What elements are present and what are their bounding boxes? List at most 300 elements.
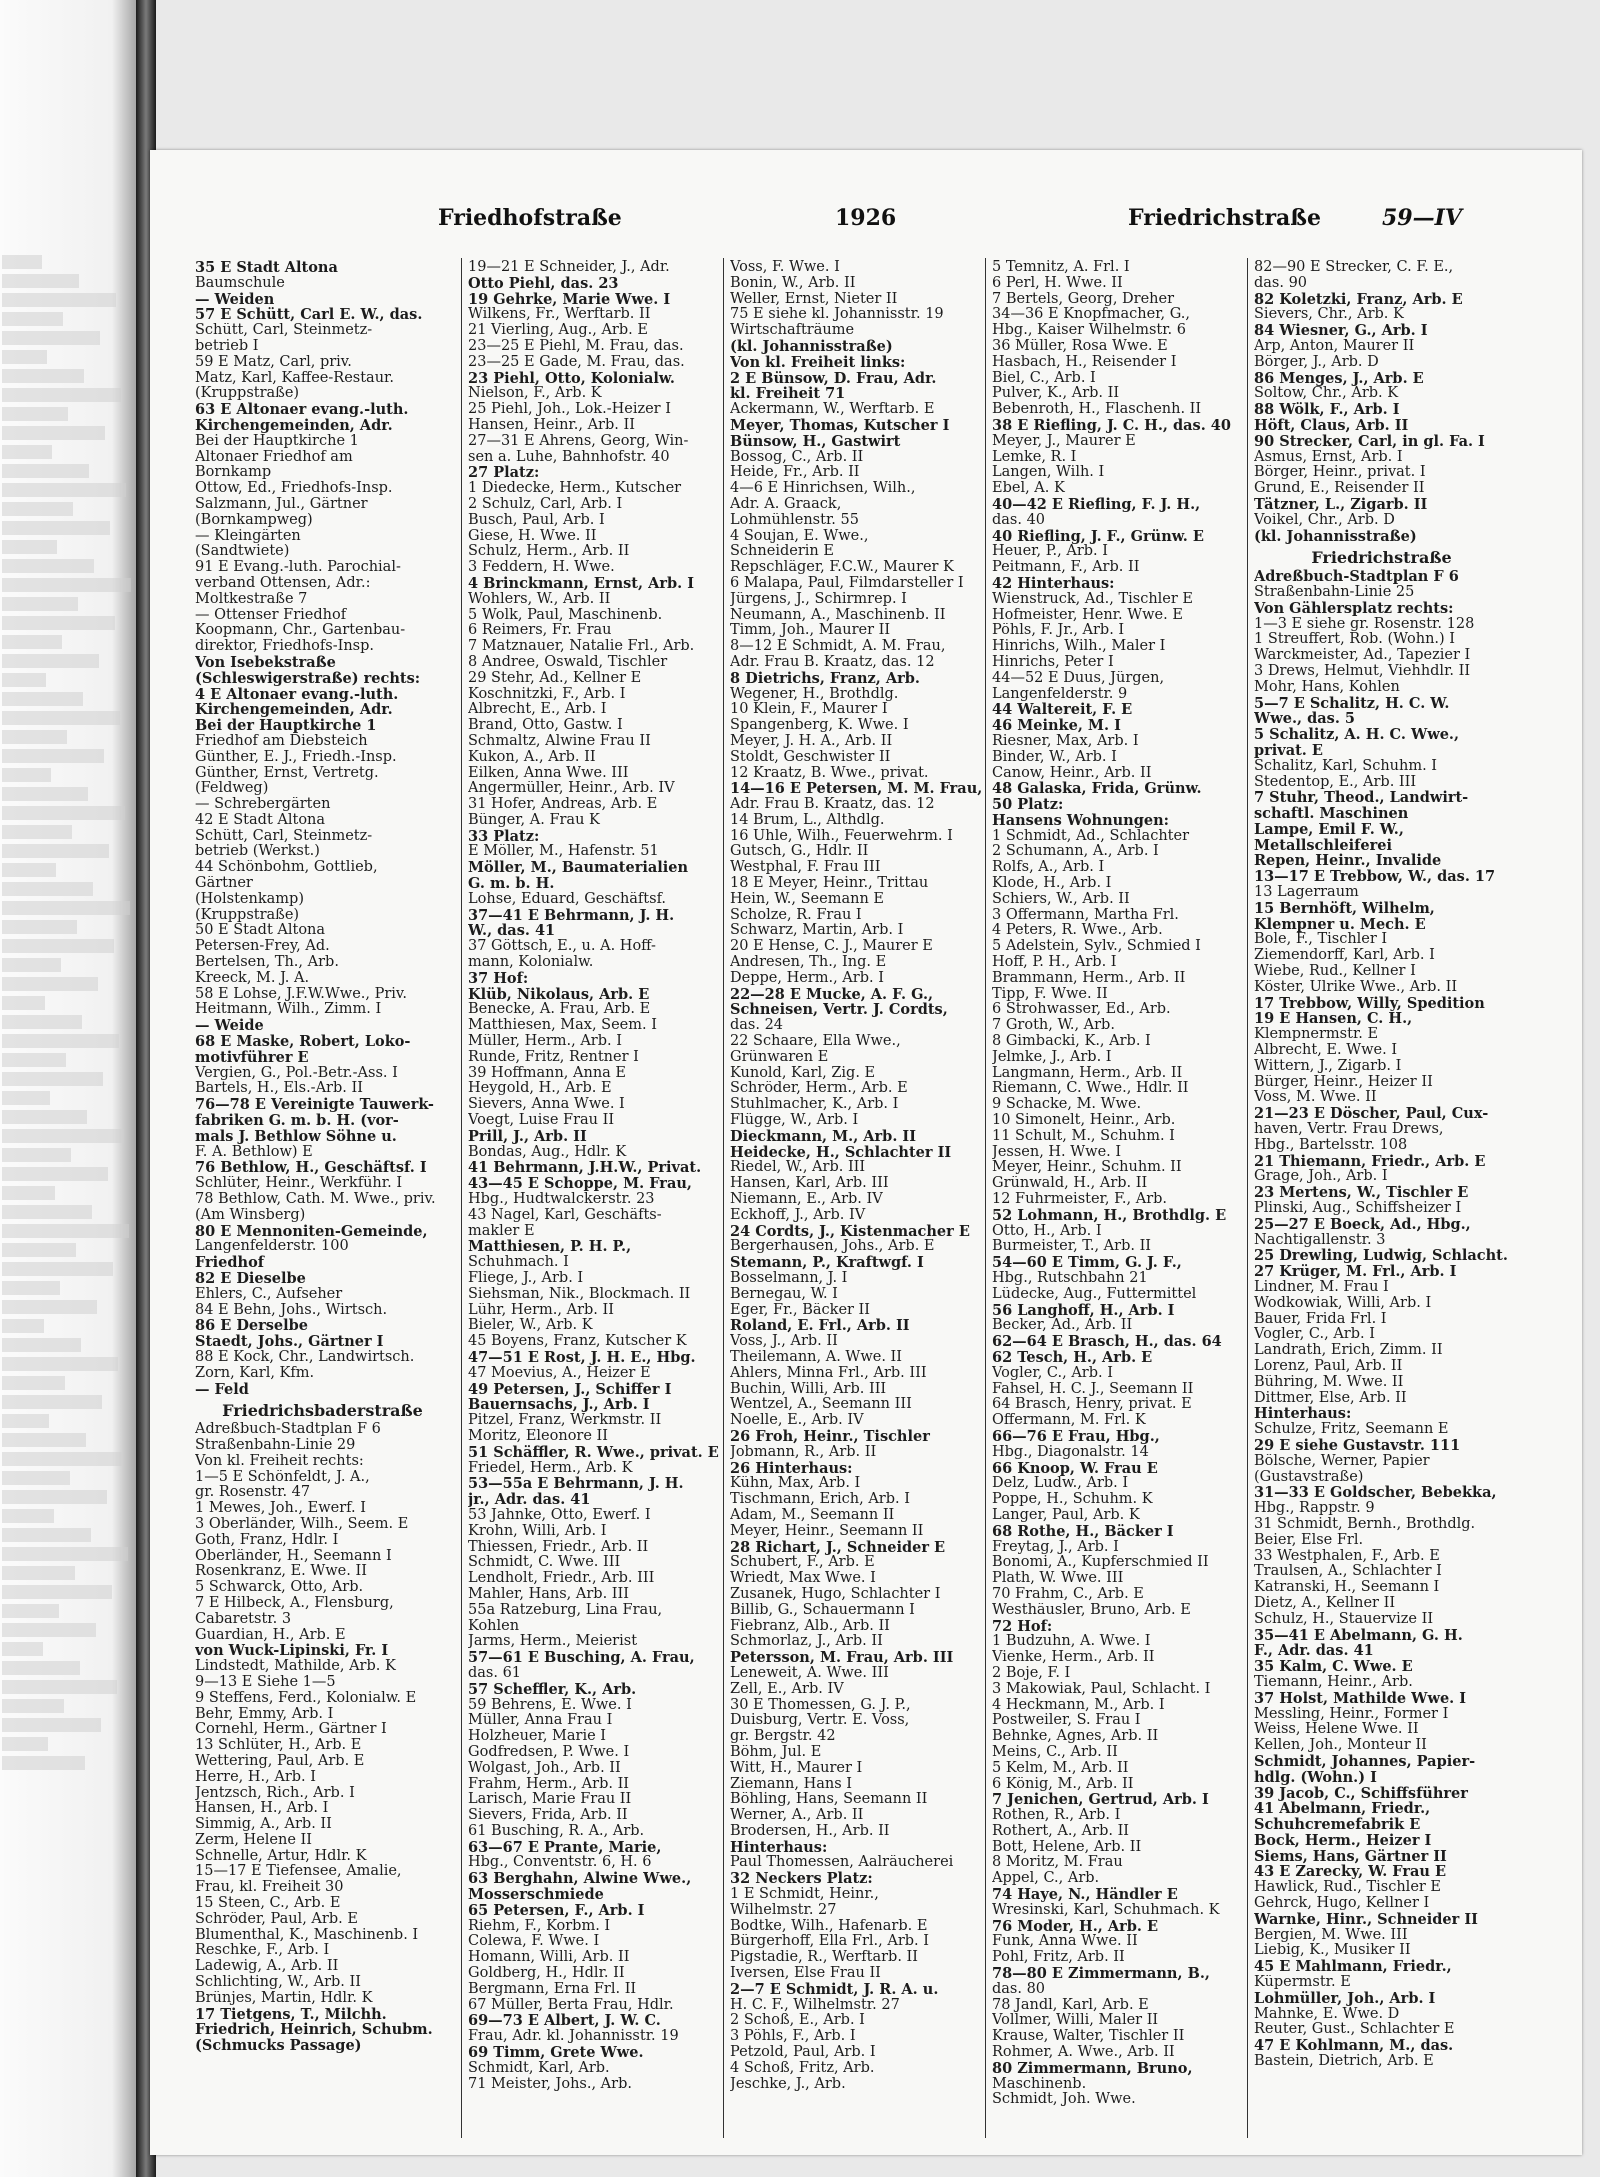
directory-entry: 46 Meinke, M. I <box>992 718 1121 734</box>
directory-entry: 86 E Derselbe <box>195 1318 309 1335</box>
directory-entry: das. 40 <box>992 512 1046 528</box>
directory-entry: — Ottenser Friedhof <box>195 607 347 623</box>
directory-entry: 11 Schult, M., Schuhm. I <box>992 1128 1175 1144</box>
directory-entry: Adr. Frau B. Kraatz, das. 12 <box>730 654 935 670</box>
facing-page-text-line <box>2 692 83 706</box>
directory-entry: 33 Platz: <box>468 828 540 845</box>
directory-entry: Mahler, Hans, Arb. III <box>468 1586 629 1602</box>
directory-entry: Gärtner <box>195 876 253 892</box>
directory-entry: Schröder, Herm., Arb. E <box>730 1081 908 1097</box>
directory-entry: H. C. F., Wilhelmstr. 27 <box>730 1997 900 2013</box>
directory-entry: Landrath, Erich, Zimm. II <box>1254 1343 1443 1359</box>
facing-page-text-line <box>2 1604 59 1618</box>
directory-entry: Schneiderin E <box>730 544 834 560</box>
directory-entry: Straßenbahn-Linie 25 <box>1254 584 1415 600</box>
directory-entry: 6 Strohwasser, Ed., Arb. <box>992 1002 1171 1018</box>
directory-entry: Lorenz, Paul, Arb. II <box>1254 1358 1403 1374</box>
directory-entry: 4 Soujan, E. Wwe., <box>730 528 869 544</box>
directory-entry: Bebenroth, H., Flaschenh. II <box>992 402 1202 418</box>
directory-entry: Gehrck, Hugo, Kellner I <box>1254 1896 1430 1912</box>
directory-entry: 67 Müller, Berta Frau, Hdlr. <box>468 1997 674 2013</box>
facing-page-text-line <box>2 958 61 972</box>
facing-page-text-line <box>2 1376 65 1390</box>
facing-page-text-line <box>2 388 121 402</box>
directory-entry: 5 Schalitz, A. H. C. Wwe., <box>1254 727 1460 743</box>
directory-entry: 13 Lagerraum <box>1254 885 1359 901</box>
directory-entry: Poppe, H., Schuhm. K <box>992 1492 1153 1508</box>
directory-entry: 5 Kelm, M., Arb. II <box>992 1760 1129 1776</box>
facing-page-text-line <box>2 1110 87 1124</box>
facing-page-text-line <box>2 1528 91 1542</box>
directory-entry: Reuter, Gust., Schlachter E <box>1254 2022 1455 2038</box>
directory-entry: 12 Kraatz, B. Wwe., privat. <box>730 765 929 781</box>
directory-entry: (Kruppstraße) <box>195 386 300 402</box>
directory-entry: Neumann, A., Maschinenb. II <box>730 607 946 623</box>
directory-entry: Kirchengemeinden, Adr. <box>195 702 393 719</box>
directory-entry: Von kl. Freiheit rechts: <box>195 1453 364 1469</box>
directory-entry: Stedentop, E., Arb. III <box>1254 774 1417 790</box>
directory-entry: Hbg., Diagonalstr. 14 <box>992 1444 1149 1460</box>
directory-entry: Ehlers, C., Aufseher <box>195 1286 343 1302</box>
directory-entry: 35 Kalm, C. Wwe. E <box>1254 1659 1413 1675</box>
directory-entry: Spangenberg, K. Wwe. I <box>730 718 909 734</box>
directory-entry: Lampe, Emil F. W., <box>1254 821 1404 838</box>
directory-entry: 1 Diedecke, Herm., Kutscher <box>468 481 682 497</box>
facing-page-text-line <box>2 1186 55 1200</box>
directory-entry: Soltow, Chr., Arb. K <box>1254 386 1399 402</box>
directory-entry: Wittern, J., Zigarb. I <box>1254 1058 1402 1074</box>
directory-entry: 41 Behrmann, J.H.W., Privat. <box>468 1160 702 1177</box>
directory-entry: Schmidt, Johannes, Papier- <box>1254 1753 1476 1770</box>
directory-entry: 8 Moritz, M. Frau <box>992 1855 1123 1871</box>
directory-entry: — Weide <box>195 1018 264 1035</box>
directory-entry: Katranski, H., Seemann I <box>1254 1580 1440 1596</box>
directory-entry: Langenfelderstr. 100 <box>195 1239 349 1255</box>
directory-entry: Godfredsen, P. Wwe. I <box>468 1744 630 1760</box>
directory-entry: Rolfs, A., Arb. I <box>992 860 1105 876</box>
facing-page-text-line <box>2 1262 113 1276</box>
directory-entry: 1—3 E siehe gr. Rosenstr. 128 <box>1254 616 1475 632</box>
directory-entry: Angermüller, Heinr., Arb. IV <box>468 781 675 797</box>
directory-entry: Vogler, C., Arb. I <box>1254 1327 1375 1343</box>
facing-page-text-line <box>2 977 98 991</box>
directory-entry: Friedel, Herm., Arb. K <box>468 1460 633 1476</box>
directory-entry: 90 Strecker, Carl, in gl. Fa. I <box>1254 433 1485 450</box>
facing-page-text-line <box>2 483 126 497</box>
directory-entry: 45 E Mahlmann, Friedr., <box>1254 1959 1452 1976</box>
directory-entry: 21 Vierling, Aug., Arb. E <box>468 323 648 339</box>
facing-page-text-line <box>2 1224 129 1238</box>
directory-entry: Müller, Herm., Arb. I <box>468 1034 622 1050</box>
directory-entry: Lemke, R. I <box>992 449 1077 465</box>
facing-page-text-line <box>2 939 114 953</box>
directory-entry: (Sandtwiete) <box>195 544 290 560</box>
directory-entry: 78 Bethlow, Cath. M. Wwe., priv. <box>195 1192 436 1208</box>
directory-entry: W., das. 41 <box>468 923 556 940</box>
directory-entry: Benecke, A. Frau, Arb. E <box>468 1002 651 1018</box>
directory-entry: mals J. Bethlow Söhne u. <box>195 1128 397 1145</box>
facing-page-text-line <box>2 426 105 440</box>
directory-entry: 57 E Schütt, Carl E. W., das. <box>195 307 423 324</box>
directory-entry: Kukon, A., Arb. II <box>468 749 596 765</box>
directory-entry: 3 Offermann, Martha Frl. <box>992 907 1179 923</box>
directory-entry: Hansens Wohnungen: <box>992 812 1169 829</box>
directory-entry: 7 Stuhr, Theod., Landwirt- <box>1254 790 1469 807</box>
directory-entry: Vogler, C., Arb. I <box>992 1365 1113 1381</box>
directory-entry: Pohl, Fritz, Arb. II <box>992 1950 1125 1966</box>
directory-entry: Simmig, A., Arb. II <box>195 1817 332 1833</box>
directory-entry: Tischmann, Erich, Arb. I <box>730 1492 910 1508</box>
directory-entry: Peitmann, F., Arb. II <box>992 560 1140 576</box>
directory-entry: Fiebranz, Alb., Arb. II <box>730 1618 890 1634</box>
directory-entry: Bürger, Heinr., Heizer II <box>1254 1074 1433 1090</box>
directory-entry: Möller, M., Baumaterialien <box>468 860 689 877</box>
directory-entry: Leneweit, A. Wwe. III <box>730 1665 889 1681</box>
directory-entry: 31—33 E Goldscher, Bebekka, <box>1254 1485 1497 1502</box>
directory-entry: (Schleswigerstraße) rechts: <box>195 670 421 687</box>
facing-page-text-line <box>2 787 88 801</box>
directory-entry: Frau, kl. Freiheit 30 <box>195 1880 344 1896</box>
facing-page-text-line <box>2 901 130 915</box>
directory-column-4 <box>992 260 1247 2108</box>
directory-entry: Fliege, J., Arb. I <box>468 1271 584 1286</box>
directory-entry: (Gustavstraße) <box>1254 1469 1364 1485</box>
header-year: 1926 <box>835 205 897 231</box>
directory-entry: Duisburg, Vertr. E. Voss, <box>730 1713 910 1729</box>
directory-entry: 48 Galaska, Frida, Grünw. <box>992 781 1202 798</box>
directory-entry: 2—7 E Schmidt, J. R. A. u. <box>730 1981 939 1998</box>
facing-page-text-line <box>2 464 89 478</box>
directory-entry: Wiebe, Rud., Kellner I <box>1254 964 1416 980</box>
directory-entry: 47 E Kohlmann, M., das. <box>1254 2038 1454 2055</box>
facing-page-text-line <box>2 1547 128 1561</box>
directory-entry: 22 Schaare, Ella Wwe., <box>730 1034 901 1050</box>
directory-entry: Klempner u. Mech. E <box>1254 916 1426 933</box>
directory-entry: Tätzner, L., Zigarb. II <box>1254 496 1428 513</box>
directory-entry: Matz, Karl, Kaffee-Restaur. <box>195 370 394 386</box>
directory-entry: Pigstadie, R., Werftarb. II <box>730 1950 919 1966</box>
directory-entry: Brodersen, H., Arb. II <box>730 1823 890 1839</box>
directory-entry: Stoldt, Geschwister II <box>730 749 891 765</box>
directory-entry: 78—80 E Zimmermann, B., <box>992 1966 1210 1982</box>
directory-entry: 23 Mertens, W., Tischler E <box>1254 1185 1469 1202</box>
directory-entry: Bieler, W., Arb. K <box>468 1318 593 1334</box>
facing-page-text-line <box>2 1414 49 1428</box>
directory-entry: Maschinenb. <box>992 2076 1087 2092</box>
header-left-street: Friedhofstraße <box>438 205 622 231</box>
directory-entry: Heitmann, Wilh., Zimm. I <box>195 1002 382 1018</box>
directory-entry: 28 Richart, J., Schneider E <box>730 1539 946 1556</box>
directory-entry: 27 Krüger, M. Frl., Arb. I <box>1254 1264 1457 1280</box>
directory-entry: Goldberg, H., Hdlr. II <box>468 1966 625 1982</box>
directory-entry: Wienstruck, Ad., Tischler E <box>992 591 1194 607</box>
directory-entry: Wwe., das. 5 <box>1254 711 1356 728</box>
directory-entry: betrieb I <box>195 338 259 354</box>
directory-entry: Sievers, Chr., Arb. K <box>1254 307 1404 323</box>
directory-entry: Altonaer Friedhof am <box>195 449 353 465</box>
directory-entry: Dieckmann, M., Arb. II <box>730 1128 916 1145</box>
directory-entry: 25 Piehl, Joh., Lok.-Heizer I <box>468 402 671 418</box>
directory-entry: 3 Pöhls, F., Arb. I <box>730 2029 856 2045</box>
directory-entry: 55a Ratzeburg, Lina Frau, <box>468 1602 663 1618</box>
directory-entry: (Am Winsberg) <box>195 1207 306 1223</box>
directory-entry: Westhäusler, Bruno, Arb. E <box>992 1602 1191 1618</box>
directory-entry: Stemann, P., Kraftwgf. I <box>730 1255 924 1271</box>
facing-page-text-line <box>2 255 42 269</box>
directory-entry: (Schmucks Passage) <box>195 2038 362 2055</box>
directory-entry: Hofmeister, Henr. Wwe. E <box>992 607 1183 623</box>
directory-entry: Iversen, Else Frau II <box>730 1966 881 1982</box>
directory-entry: Vollmer, Willi, Maler II <box>992 2013 1159 2029</box>
directory-entry: 6 König, M., Arb. II <box>992 1776 1134 1792</box>
directory-entry: Grage, Joh., Arb. I <box>1254 1169 1388 1185</box>
directory-entry: Klüb, Nikolaus, Arb. E <box>468 986 650 1003</box>
directory-entry: Langenfelderstr. 9 <box>992 686 1128 702</box>
directory-entry: Klempnermstr. E <box>1254 1027 1379 1043</box>
directory-entry: 52 Lohmann, H., Brothdlg. E <box>992 1207 1227 1224</box>
directory-entry: Hansen, Karl, Arb. III <box>730 1176 889 1192</box>
directory-entry: Von Gählersplatz rechts: <box>1254 600 1454 617</box>
directory-entry: 36 Müller, Rosa Wwe. E <box>992 338 1168 354</box>
directory-entry: 6 Perl, H. Wwe. II <box>992 275 1123 291</box>
directory-entry: Schwarz, Martin, Arb. I <box>730 923 904 939</box>
directory-entry: Hbg., Kaiser Wilhelmstr. 6 <box>992 323 1186 339</box>
directory-entry: 12 Fuhrmeister, F., Arb. <box>992 1192 1168 1208</box>
directory-entry: Bertelsen, Th., Arb. <box>195 955 339 971</box>
directory-entry: 17 Trebbow, Willy, Spedition <box>1254 995 1485 1012</box>
facing-page-text-line <box>2 1756 85 1770</box>
directory-entry: 29 Stehr, Ad., Kellner E <box>468 670 642 686</box>
directory-entry: Grünwald, H., Arb. II <box>992 1176 1148 1192</box>
directory-entry: Noelle, E., Arb. IV <box>730 1413 864 1429</box>
directory-entry: Ziemendorff, Karl, Arb. I <box>1254 948 1435 964</box>
directory-entry: Wriedt, Max Wwe. I <box>730 1571 876 1587</box>
directory-entry: 5 Schwarck, Otto, Arb. <box>195 1580 364 1596</box>
directory-entry: Reschke, F., Arb. I <box>195 1943 330 1959</box>
directory-entry: 4 Peters, R. Wwe., Arb. <box>992 923 1163 939</box>
directory-entry: Ladewig, A., Arb. II <box>195 1959 339 1975</box>
directory-entry: Hansen, Heinr., Arb. II <box>468 417 635 433</box>
directory-entry: 63—67 E Prante, Marie, <box>468 1839 662 1856</box>
directory-column-1 <box>195 260 450 2054</box>
column-rule <box>723 258 724 2138</box>
directory-entry: Traulsen, A., Schlachter I <box>1254 1564 1442 1580</box>
directory-entry: Jentzsch, Rich., Arb. I <box>195 1785 355 1801</box>
directory-entry: 40—42 E Riefling, F. J. H., <box>992 496 1201 513</box>
directory-entry: Westphal, F. Frau III <box>730 860 881 876</box>
directory-entry: 1 Streuffert, Rob. (Wohn.) I <box>1254 632 1456 648</box>
directory-entry: 1—5 E Schönfeldt, J. A., <box>195 1469 370 1485</box>
directory-entry: 1 Mewes, Joh., Ewerf. I <box>195 1501 366 1517</box>
directory-entry: Schulze, Fritz, Seemann E <box>1254 1422 1449 1438</box>
directory-entry: Mosserschmiede <box>468 1887 604 1903</box>
directory-entry: Voss, F. Wwe. I <box>730 260 840 275</box>
directory-entry: Bühring, M. Wwe. II <box>1254 1374 1404 1390</box>
directory-entry: 27 Platz: <box>468 465 540 482</box>
directory-entry: 80 Zimmermann, Bruno, <box>992 2060 1193 2077</box>
directory-entry: 4 Brinckmann, Ernst, Arb. I <box>468 575 694 592</box>
directory-entry: 35 E Stadt Altona <box>195 260 338 276</box>
directory-entry: 53—55a E Behrmann, J. H. <box>468 1476 684 1493</box>
directory-entry: Zusanek, Hugo, Schlachter I <box>730 1586 941 1602</box>
directory-entry: 21 Thiemann, Friedr., Arb. E <box>1254 1153 1486 1170</box>
directory-entry: 59 Behrens, E. Wwe. I <box>468 1697 632 1713</box>
directory-entry: 37—41 E Behrmann, J. H. <box>468 907 675 924</box>
directory-entry: Riehm, F., Korbm. I <box>468 1918 611 1934</box>
directory-entry: Friedhof <box>195 1255 265 1271</box>
directory-entry: 68 Rothe, H., Bäcker I <box>992 1523 1174 1540</box>
directory-entry: 68 E Maske, Robert, Loko- <box>195 1034 411 1050</box>
directory-entry: Meyer, Thomas, Kutscher I <box>730 417 950 434</box>
directory-entry: Klode, H., Arb. I <box>992 876 1112 892</box>
facing-page-text-line <box>2 844 109 858</box>
directory-entry: Höft, Claus, Arb. II <box>1254 417 1409 434</box>
directory-entry: Grünwaren E <box>730 1049 829 1065</box>
directory-entry: Schnelle, Artur, Hdlr. K <box>195 1848 367 1864</box>
directory-entry: Schmidt, Joh. Wwe. <box>992 2092 1136 2108</box>
directory-entry: Friedrich, Heinrich, Schubm. <box>195 2022 433 2039</box>
directory-entry: 3 Makowiak, Paul, Schlacht. I <box>992 1681 1211 1697</box>
directory-entry: Heidecke, H., Schlachter II <box>730 1144 952 1161</box>
directory-entry: Lindner, M. Frau I <box>1254 1280 1389 1295</box>
directory-entry: 80 E Mennoniten-Gemeinde, <box>195 1223 428 1240</box>
directory-entry: (Feldweg) <box>195 781 269 797</box>
facing-page-text-line <box>2 1661 80 1675</box>
directory-entry: Jelmke, J., Arb. I <box>992 1049 1112 1065</box>
directory-entry: 75 E siehe kl. Johannisstr. 19 <box>730 307 944 323</box>
facing-page-text-line <box>2 274 79 288</box>
directory-entry: Bock, Herm., Heizer I <box>1254 1832 1432 1849</box>
directory-entry: 2 Schulz, Carl, Arb. I <box>468 496 623 512</box>
directory-entry: Hansen, H., Arb. I <box>195 1801 329 1817</box>
directory-entry: Petzold, Paul, Arb. I <box>730 2045 876 2061</box>
facing-page-text-line <box>2 1091 50 1105</box>
directory-entry: 54—60 E Timm, G. J. F., <box>992 1255 1182 1271</box>
directory-entry: Bodtke, Wilh., Hafenarb. E <box>730 1918 928 1934</box>
directory-entry: Wettering, Paul, Arb. E <box>195 1753 365 1769</box>
directory-entry: 84 Wiesner, G., Arb. I <box>1254 323 1428 339</box>
facing-page-text-line <box>2 597 78 611</box>
directory-entry: Voikel, Chr., Arb. D <box>1254 512 1395 528</box>
facing-page-text-line <box>2 293 116 307</box>
directory-entry: Lohse, Eduard, Geschäftsf. <box>468 891 667 907</box>
directory-entry: Jobmann, R., Arb. II <box>730 1444 877 1460</box>
directory-entry: Von Isebekstraße <box>195 654 336 671</box>
directory-entry: Schmidt, C. Wwe. III <box>468 1555 621 1571</box>
directory-entry: Schulz, Herm., Arb. II <box>468 544 630 560</box>
directory-entry: 82 E Dieselbe <box>195 1271 306 1287</box>
directory-entry: das. 61 <box>468 1665 522 1681</box>
directory-entry: 50 E Stadt Altona <box>195 923 326 939</box>
directory-entry: 8 Andree, Oswald, Tischler <box>468 654 668 670</box>
directory-entry: Andresen, Th., Ing. E <box>730 955 887 971</box>
directory-entry: 8—12 E Schmidt, A. M. Frau, <box>730 639 946 655</box>
directory-entry: Wegener, H., Brothdlg. <box>730 686 899 702</box>
facing-page-text-line <box>2 1129 124 1143</box>
directory-entry: 20 E Hense, C. J., Maurer E <box>730 939 933 955</box>
facing-page-text-line <box>2 1167 108 1181</box>
directory-entry: Bornkamp <box>195 465 272 481</box>
facing-page-text-line <box>2 1680 117 1694</box>
directory-entry: 88 Wölk, F., Arb. I <box>1254 402 1400 418</box>
directory-entry: Bole, F., Tischler I <box>1254 932 1388 948</box>
directory-entry: 32 Neckers Platz: <box>730 1871 873 1888</box>
directory-entry: 30 E Thomessen, G. J. P., <box>730 1697 911 1713</box>
directory-entry: schaftl. Maschinen <box>1254 806 1409 822</box>
directory-entry: 23 Piehl, Otto, Kolonialw. <box>468 370 675 387</box>
directory-entry: Metallschleiferei <box>1254 837 1392 854</box>
directory-entry: 4 E Altonaer evang.-luth. <box>195 686 399 703</box>
directory-entry: 31 Schmidt, Bernh., Brothdlg. <box>1254 1516 1476 1532</box>
directory-entry: Wirtschafträume <box>730 323 855 339</box>
directory-entry: Siehsman, Nik., Blockmach. II <box>468 1286 691 1302</box>
directory-entry: 3 Feddern, H. Wwe. <box>468 560 615 576</box>
directory-entry: Lohmüller, Joh., Arb. I <box>1254 1990 1436 2007</box>
directory-entry: 38 E Riefling, J. C. H., das. 40 <box>992 417 1231 434</box>
directory-entry: 71 Meister, Johs., Arb. <box>468 2076 632 2092</box>
directory-entry: 29 E siehe Gustavstr. 111 <box>1254 1437 1461 1454</box>
directory-entry: Adr. Frau B. Kraatz, das. 12 <box>730 797 935 813</box>
directory-entry: 5—7 E Schalitz, H. C. W. <box>1254 695 1450 712</box>
directory-entry: Jessen, H. Wwe. I <box>992 1144 1122 1160</box>
directory-entry: (Kruppstraße) <box>195 907 300 923</box>
facing-page-text-line <box>2 331 100 345</box>
facing-page-text-line <box>2 1642 43 1656</box>
facing-page-text-line <box>2 1015 82 1029</box>
facing-page-text-line <box>2 1452 123 1466</box>
facing-page-text-line <box>2 1718 101 1732</box>
directory-entry: Bonomi, A., Kupferschmied II <box>992 1555 1209 1571</box>
directory-entry: 44 Waltereit, F. E <box>992 702 1133 719</box>
directory-entry: 76 Moder, H., Arb. E <box>992 1918 1159 1935</box>
directory-entry: 19—21 E Schneider, J., Adr. <box>468 260 670 275</box>
directory-entry: Heide, Fr., Arb. II <box>730 465 860 481</box>
directory-entry: 49 Petersen, J., Schiffer I <box>468 1381 672 1398</box>
directory-entry: Friedhof am Diebsteich <box>195 733 368 749</box>
facing-page-text-line <box>2 654 99 668</box>
directory-entry: Schlichting, W., Arb. II <box>195 1975 361 1991</box>
directory-entry: (kl. Johannisstraße) <box>1254 528 1417 545</box>
directory-entry: Adr. A. Graack, <box>730 496 842 512</box>
directory-entry: Giese, H. Wwe. II <box>468 528 597 544</box>
directory-entry: 3 Drews, Helmut, Viehhdlr. II <box>1254 663 1471 679</box>
directory-entry: mann, Kolonialw. <box>468 955 594 971</box>
facing-page-text-line <box>2 616 115 630</box>
directory-entry: 23—25 E Piehl, M. Frau, das. <box>468 338 684 354</box>
directory-entry: 44 Schönbohm, Gottlieb, <box>195 860 378 876</box>
directory-entry: Colewa, F. Wwe. I <box>468 1934 600 1950</box>
directory-entry: Baumschule <box>195 275 285 291</box>
directory-column-5 <box>1254 260 1509 2070</box>
directory-entry: Meins, C., Arb. II <box>992 1744 1118 1760</box>
directory-entry: 86 Menges, J., Arb. E <box>1254 370 1424 387</box>
directory-entry: haven, Vertr. Frau Drews, <box>1254 1122 1444 1138</box>
directory-entry: Thiessen, Friedr., Arb. II <box>468 1539 649 1555</box>
directory-entry: Pulver, K., Arb. II <box>992 386 1120 402</box>
facing-page-text-line <box>2 350 47 364</box>
facing-page-text-line <box>2 1319 44 1333</box>
directory-entry: Voss, M. Wwe. II <box>1254 1090 1377 1106</box>
directory-entry: Hbg., Bartelsstr. 108 <box>1254 1137 1408 1153</box>
directory-entry: 15 Steen, C., Arb. E <box>195 1896 341 1912</box>
facing-page-text-line <box>2 1699 64 1713</box>
page-header <box>150 205 1582 245</box>
directory-entry: Hasbach, H., Reisender I <box>992 354 1177 370</box>
directory-entry: Werner, A., Arb. II <box>730 1808 864 1824</box>
facing-page-text-line <box>2 1034 119 1048</box>
directory-entry: 88 E Kock, Chr., Landwirtsch. <box>195 1349 415 1365</box>
directory-entry: (kl. Johannisstraße) <box>730 338 893 355</box>
